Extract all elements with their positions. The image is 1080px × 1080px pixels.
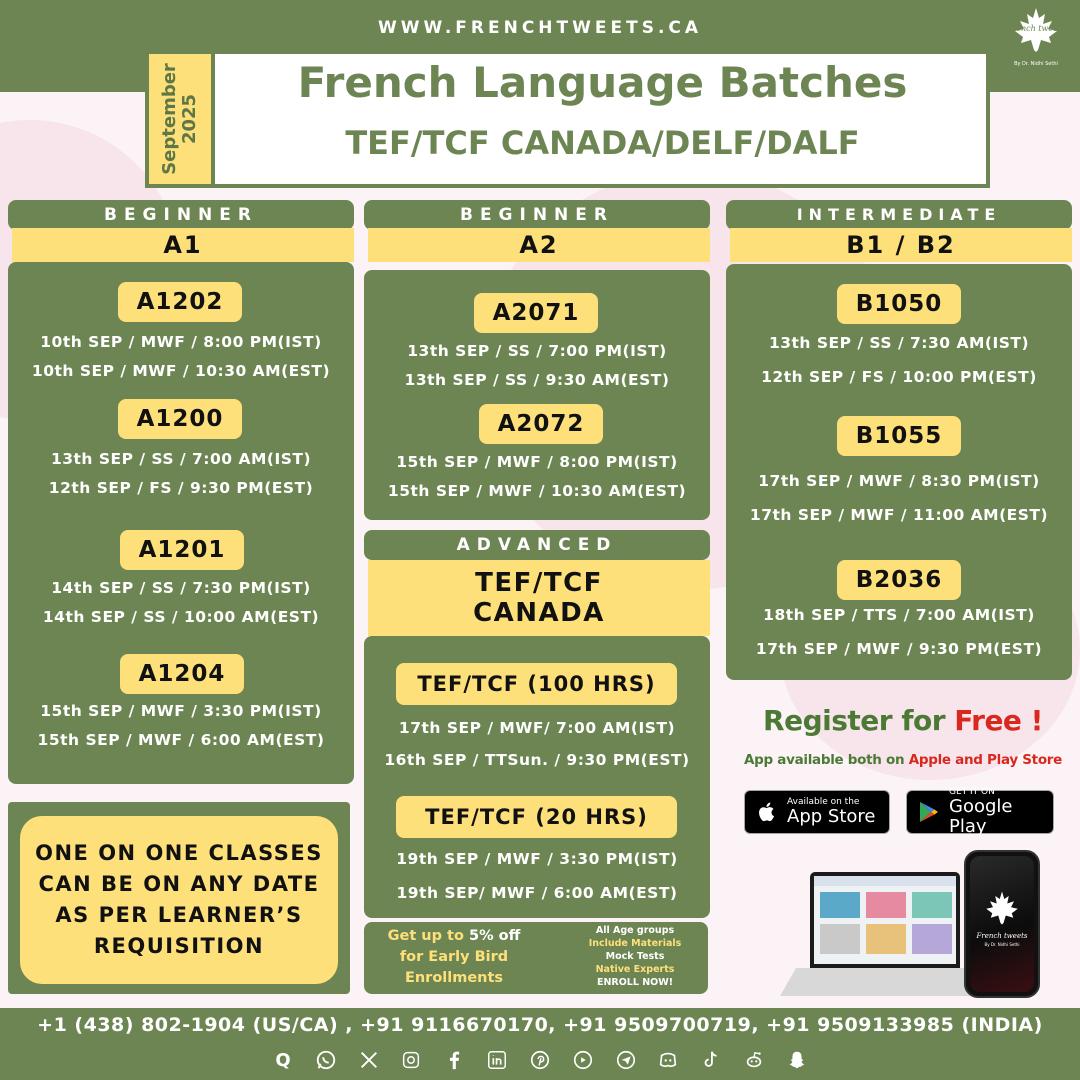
list-item: All Age groups	[595, 925, 675, 936]
promo-features-list	[560, 924, 710, 989]
schedule-line: 15th SEP / MWF / 10:30 AM(EST)	[387, 482, 687, 500]
list-item: Include Materials	[588, 938, 682, 949]
pinterest-icon[interactable]	[527, 1047, 553, 1073]
date-label	[145, 50, 215, 188]
reddit-icon[interactable]	[741, 1047, 767, 1073]
batch-code-a2071: A2071	[474, 293, 598, 333]
batch-code-b2036: B2036	[837, 560, 961, 600]
maple-leaf-icon	[984, 890, 1020, 926]
contact-phone-numbers[interactable]: +1 (438) 802-1904 (US/CA) , +91 9116670170, +91 9509700719, +91 9509133985 (INDIA)	[37, 1014, 1043, 1036]
schedule-line: 13th SEP / SS / 9:30 AM(EST)	[404, 371, 670, 389]
batch-code-a1204: A1204	[120, 654, 244, 694]
schedule-line: 10th SEP / MWF / 10:30 AM(EST)	[31, 362, 331, 380]
a2-category-tab: BEGINNER	[364, 200, 710, 230]
early-bird-offer	[368, 926, 540, 989]
availability-text: App available both on	[743, 752, 909, 768]
batch-code-a2072: A2072	[479, 404, 603, 444]
schedule-line: 18th SEP / TTS / 7:00 AM(IST)	[763, 606, 1035, 624]
schedule-line: 17th SEP / MWF/ 7:00 AM(IST)	[398, 719, 676, 737]
batch-code-a1201: A1201	[120, 530, 244, 570]
laptop-screen-content	[814, 876, 956, 964]
list-item: Mock Tests	[605, 951, 665, 962]
batch-code-tef-100: TEF/TCF (100 HRS)	[396, 663, 677, 705]
availability-stores: Apple and Play Store	[908, 752, 1063, 768]
app-store-small-text: Available on the	[787, 797, 860, 807]
tiktok-icon[interactable]	[698, 1047, 724, 1073]
b1b2-category-tab: INTERMEDIATE	[726, 200, 1072, 230]
register-heading	[728, 704, 1078, 737]
laptop-mockup	[810, 872, 960, 968]
b1b2-level-band: B1 / B2	[730, 228, 1072, 262]
schedule-line: 17th SEP / MWF / 11:00 AM(EST)	[749, 506, 1049, 524]
app-store-button[interactable]	[744, 790, 890, 834]
offer-text: for Early Bird	[399, 949, 509, 965]
schedule-line: 13th SEP / SS / 7:00 PM(IST)	[407, 342, 667, 360]
a1-category-tab: BEGINNER	[8, 200, 354, 230]
phone-byline: By Dr. Nidhi Sethi	[984, 942, 1020, 947]
advanced-level-line2: CANADA	[473, 598, 605, 628]
google-play-button[interactable]	[906, 787, 1054, 837]
website-url[interactable]: WWW.FRENCHTWEETS.CA	[377, 18, 703, 38]
schedule-line: 12th SEP / FS / 9:30 PM(EST)	[48, 479, 314, 497]
advanced-category-tab: ADVANCED	[364, 530, 710, 560]
schedule-line: 19th SEP/ MWF / 6:00 AM(EST)	[396, 884, 678, 902]
telegram-icon[interactable]	[613, 1047, 639, 1073]
schedule-line: 15th SEP / MWF / 3:30 PM(IST)	[40, 702, 322, 720]
google-play-icon	[917, 800, 941, 824]
schedule-line: 13th SEP / SS / 7:00 AM(IST)	[50, 450, 312, 468]
schedule-line: 17th SEP / MWF / 8:30 PM(IST)	[758, 472, 1040, 490]
schedule-line: 10th SEP / MWF / 8:00 PM(IST)	[40, 333, 322, 351]
google-play-small-text: GET IT ON	[949, 787, 995, 797]
app-store-label: App Store	[787, 806, 876, 827]
batch-code-a1202: A1202	[118, 282, 242, 322]
snapchat-icon[interactable]	[784, 1047, 810, 1073]
register-free-text: Free !	[954, 704, 1043, 737]
month-label: September	[159, 63, 181, 175]
schedule-line: 14th SEP / SS / 10:00 AM(EST)	[42, 608, 320, 626]
laptop-keyboard	[780, 968, 980, 996]
instagram-icon[interactable]	[398, 1047, 424, 1073]
phone-screen	[970, 856, 1034, 992]
schedule-line: 16th SEP / TTSun. / 9:30 PM(EST)	[384, 751, 690, 769]
schedule-line: 15th SEP / MWF / 6:00 AM(EST)	[37, 731, 325, 749]
offer-text: Enrollments	[404, 970, 504, 986]
whatsapp-icon[interactable]	[313, 1047, 339, 1073]
batch-code-b1050: B1050	[837, 284, 961, 324]
schedule-line: 13th SEP / SS / 7:30 AM(IST)	[768, 334, 1030, 352]
register-text: Register for	[763, 704, 955, 737]
one-on-one-notice: ONE ON ONE CLASSES CAN BE ON ANY DATE AS PER LEARNER’S REQUISITION	[20, 816, 338, 984]
apple-icon	[755, 800, 779, 824]
brand-logo	[1000, 6, 1072, 90]
x-icon[interactable]	[356, 1047, 382, 1073]
quora-icon[interactable]: Q	[275, 1049, 291, 1071]
list-item: Native Experts	[595, 964, 675, 975]
schedule-line: 17th SEP / MWF / 9:30 PM(EST)	[755, 640, 1043, 658]
offer-text: Get up to	[387, 928, 470, 944]
app-availability	[728, 752, 1078, 768]
phone-mockup	[964, 850, 1040, 998]
phone-brand: French tweets	[976, 932, 1028, 940]
discord-icon[interactable]	[655, 1047, 681, 1073]
schedule-line: 15th SEP / MWF / 8:00 PM(IST)	[396, 453, 678, 471]
page-subtitle: TEF/TCF CANADA/DELF/DALF	[345, 124, 860, 162]
offer-discount: 5% off	[469, 928, 521, 944]
a1-level-band: A1	[12, 228, 354, 262]
schedule-line: 14th SEP / SS / 7:30 PM(IST)	[51, 579, 311, 597]
schedule-line: 19th SEP / MWF / 3:30 PM(IST)	[396, 850, 678, 868]
batch-code-a1200: A1200	[118, 399, 242, 439]
a2-level-band: A2	[368, 228, 710, 262]
batch-code-tef-20: TEF/TCF (20 HRS)	[396, 796, 677, 838]
logo-byline: By Dr. Nidhi Sethi	[1014, 61, 1058, 67]
batch-code-b1055: B1055	[837, 416, 961, 456]
linkedin-icon[interactable]	[484, 1047, 510, 1073]
schedule-line: 12th SEP / FS / 10:00 PM(EST)	[761, 368, 1037, 386]
advanced-level-line1: TEF/TCF	[475, 568, 603, 598]
advanced-level-band	[368, 560, 710, 636]
facebook-icon[interactable]	[441, 1047, 467, 1073]
page-title: French Language Batches	[297, 58, 908, 107]
year-label: 2025	[179, 93, 201, 145]
logo-name: French tweets	[1006, 24, 1066, 33]
google-play-label: Google Play	[949, 796, 1013, 837]
list-item: ENROLL NOW!	[596, 977, 674, 988]
social-links	[270, 1046, 810, 1074]
youtube-icon[interactable]	[570, 1047, 596, 1073]
